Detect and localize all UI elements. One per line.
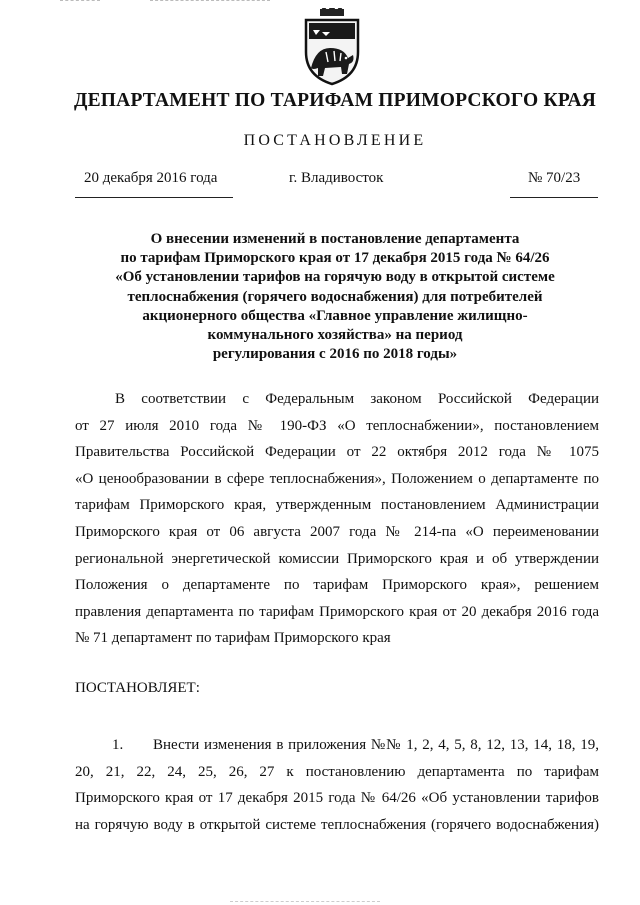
scan-artifact-bottom — [230, 901, 380, 902]
item-line: на горячую воду в открытой системе теплоснабжения (горячего водоснабжения) — [75, 816, 599, 833]
item-1-paragraph — [75, 732, 599, 838]
item-line: 20, 21, 22, 24, 25, 26, 27 к постановлению департамента по тарифам — [75, 763, 599, 780]
title-line: акционерного общества «Главное управление жилищно- — [142, 307, 528, 324]
preamble-paragraph — [75, 386, 599, 652]
preamble-line: тарифам Приморского края, утвержденным постановлением Администрации — [75, 497, 599, 514]
preamble-line: Приморского края от 06 августа 2007 года № 214-па «О переименовании — [75, 523, 599, 540]
preamble-line: В соответствии с Федеральным законом Российской Федерации — [115, 391, 599, 407]
number-underline — [510, 197, 598, 198]
preamble-line: от 27 июля 2010 года № 190-ФЗ «О теплоснабжении», постановлением — [75, 417, 599, 434]
title-line: «Об установлении тарифов на горячую воду в открытой системе — [115, 269, 555, 286]
preamble-line: «О ценообразовании в сфере теплоснабжения», Положением о департаменте по — [75, 470, 599, 487]
title-line: регулирования с 2016 по 2018 годы» — [212, 346, 458, 363]
title-line: по тарифам Приморского края от 17 декабря 2015 года № 64/26 — [120, 250, 550, 267]
document-type: ПОСТАНОВЛЕНИЕ — [243, 132, 427, 149]
resolves-heading: ПОСТАНОВЛЯЕТ: — [75, 680, 200, 696]
crown-icon — [320, 8, 344, 16]
scan-artifact-top-mid — [150, 0, 270, 1]
document-title — [70, 230, 600, 364]
item-line: Внести изменения в приложения №№ 1, 2, 4, 5, 8, 12, 13, 14, 18, 19, — [153, 737, 599, 753]
item-number: 1. — [112, 737, 124, 753]
item-line: Приморского края от 17 декабря 2015 года № 64/26 «Об установлении тарифов — [75, 790, 599, 807]
document-number: № 70/23 — [528, 170, 581, 186]
item-1-first-line — [75, 732, 599, 759]
scan-artifact-top-left — [60, 0, 100, 1]
title-line: О внесении изменений в постановление департамента — [150, 231, 520, 247]
document-city: г. Владивосток — [289, 170, 384, 186]
date-underline — [75, 197, 233, 198]
title-line: коммунального хозяйства» на период — [207, 327, 463, 344]
preamble-line: № 71 департамент по тарифам Приморского края — [75, 630, 391, 647]
preamble-line: Правительства Российской Федерации от 22 октября 2012 года № 1075 — [75, 444, 599, 461]
coat-of-arms-emblem — [298, 8, 366, 86]
organization-name: ДЕПАРТАМЕНТ ПО ТАРИФАМ ПРИМОРСКОГО КРАЯ — [73, 90, 597, 111]
preamble-line: региональной энергетической комиссии Приморского края и об утверждении — [75, 550, 599, 567]
preamble-line: правления департамента по тарифам Приморского края от 20 декабря 2016 года — [75, 603, 599, 620]
preamble-line: Положения о департаменте по тарифам Приморского края», решением — [75, 577, 599, 594]
title-line: теплоснабжения (горячего водоснабжения) для потребителей — [127, 288, 543, 305]
document-date: 20 декабря 2016 года — [84, 170, 218, 186]
